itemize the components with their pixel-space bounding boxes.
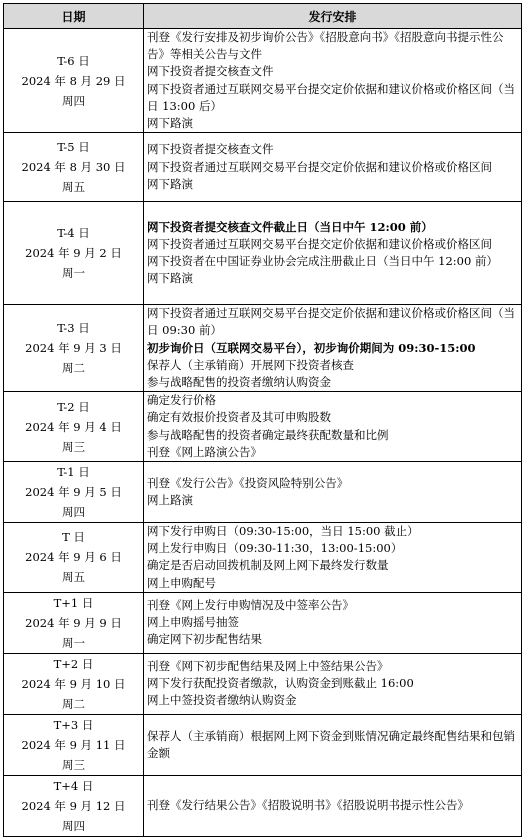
arrangement-item: 刊登《发行安排及初步询价公告》《招股意向书》《招股意向书提示性公告》等相关公告与文件 <box>147 30 504 62</box>
day-label: T-2 日 <box>57 399 90 414</box>
calendar-date: 2024 年 9 月 6 日 <box>25 550 122 565</box>
day-label: T+4 日 <box>53 778 94 793</box>
table-row <box>4 523 522 593</box>
schedule-container <box>3 3 522 837</box>
arrangement-cell <box>144 392 522 462</box>
arrangement-item: 网下路演 <box>147 271 193 286</box>
arrangement-cell <box>144 653 522 714</box>
date-column-header: 日期 <box>4 4 144 29</box>
calendar-date: 2024 年 9 月 2 日 <box>25 246 122 261</box>
calendar-date: 2024 年 9 月 3 日 <box>25 341 122 356</box>
date-cell <box>4 133 144 202</box>
day-label: T+1 日 <box>53 595 94 610</box>
arrangement-item: 网下投资者通过互联网交易平台提交定价依据和建议价格或价格区间 <box>147 159 492 174</box>
arrangement-item: 网上申购配号 <box>147 575 216 590</box>
date-cell <box>4 714 144 775</box>
arrangement-cell <box>144 775 522 836</box>
arrangement-item: 参与战略配售的投资者缴纳认购资金 <box>147 375 331 390</box>
date-cell <box>4 305 144 392</box>
arrangement-cell <box>144 714 522 775</box>
issuance-schedule-table <box>3 3 522 837</box>
calendar-date: 2024 年 9 月 4 日 <box>25 419 122 434</box>
arrangement-item: 刊登《发行结果公告》《招股说明书》《招股说明书提示性公告》 <box>147 798 469 813</box>
arrangement-cell <box>144 592 522 653</box>
date-cell <box>4 592 144 653</box>
arrangement-item: 网下投资者通过互联网交易平台提交定价依据和建议价格或价格区间（当日 09:30 前） <box>147 306 515 338</box>
arrangement-item: 网下发行获配投资者缴款，认购资金到账截止 16:00 <box>147 676 414 691</box>
arrangement-item: 网上中签投资者缴纳认购资金 <box>147 693 297 708</box>
date-cell <box>4 653 144 714</box>
weekday-label: 周四 <box>62 505 85 520</box>
calendar-date: 2024 年 9 月 9 日 <box>25 615 122 630</box>
arrangement-item: 网下投资者通过互联网交易平台提交定价依据和建议价格或价格区间 <box>147 237 492 252</box>
arrangement-item: 网下投资者通过互联网交易平台提交定价依据和建议价格或价格区间（当日 13:00 后） <box>147 81 515 113</box>
day-label: T-6 日 <box>57 53 90 68</box>
calendar-date: 2024 年 9 月 11 日 <box>21 737 126 752</box>
calendar-date: 2024 年 9 月 12 日 <box>21 798 126 813</box>
day-label: T-3 日 <box>57 321 90 336</box>
table-header-row <box>4 4 522 29</box>
day-label: T+3 日 <box>53 717 94 732</box>
date-cell <box>4 392 144 462</box>
day-label: T-5 日 <box>57 140 90 155</box>
arrangement-item: 保荐人（主承销商）根据网上网下资金到账情况确定最终配售结果和包销金额 <box>147 728 515 760</box>
day-label: T+2 日 <box>53 656 94 671</box>
arrangement-cell <box>144 202 522 305</box>
weekday-label: 周五 <box>62 570 85 585</box>
arrangement-cell <box>144 305 522 392</box>
arrangement-item: 网上申购摇号抽签 <box>147 615 239 630</box>
arrangement-item: 确定发行价格 <box>147 393 216 408</box>
day-label: T-1 日 <box>57 465 90 480</box>
weekday-label: 周四 <box>62 818 85 833</box>
arrangement-cell <box>144 29 522 133</box>
arrangement-item: 网下投资者提交核查文件 <box>147 64 274 79</box>
arrangement-item: 刊登《网上发行申购情况及中签率公告》 <box>147 598 354 613</box>
table-row <box>4 29 522 133</box>
table-row <box>4 592 522 653</box>
arrangement-item: 网下路演 <box>147 176 193 191</box>
arrangement-item: 刊登《网下初步配售结果及网上中签结果公告》 <box>147 659 389 674</box>
weekday-label: 周二 <box>62 696 85 711</box>
arrangement-item: 刊登《网上路演公告》 <box>147 444 262 459</box>
table-body <box>4 29 522 837</box>
day-label: T-4 日 <box>57 226 90 241</box>
table-row <box>4 202 522 305</box>
arrangement-item: 网上路演 <box>147 493 193 508</box>
weekday-label: 周三 <box>62 439 85 454</box>
arrangement-cell <box>144 133 522 202</box>
calendar-date: 2024 年 8 月 29 日 <box>21 73 126 88</box>
arrangement-item: 确定是否启动回拨机制及网上网下最终发行数量 <box>147 558 389 573</box>
weekday-label: 周三 <box>62 757 85 772</box>
arrangement-cell <box>144 462 522 523</box>
arrangement-cell <box>144 523 522 593</box>
table-row <box>4 392 522 462</box>
arrangement-item: 参与战略配售的投资者确定最终获配数量和比例 <box>147 427 389 442</box>
arrangement-item: 刊登《发行公告》《投资风险特别公告》 <box>147 475 349 490</box>
date-cell <box>4 775 144 836</box>
table-row <box>4 462 522 523</box>
calendar-date: 2024 年 9 月 10 日 <box>21 676 126 691</box>
arrangement-item-emphasis: 初步询价日（互联网交易平台），初步询价期间为 09:30-15:00 <box>147 340 476 355</box>
weekday-label: 周五 <box>62 180 85 195</box>
arrangement-item-emphasis: 网下投资者提交核查文件截止日（当日中午 12:00 前） <box>147 219 433 234</box>
weekday-label: 周二 <box>62 361 85 376</box>
arrangement-item: 网上发行申购日（09:30-11:30，13:00-15:00） <box>147 541 403 556</box>
date-cell <box>4 523 144 593</box>
arrangement-item: 确定有效报价投资者及其可申购股数 <box>147 410 331 425</box>
arrangement-item: 网下发行申购日（09:30-15:00，当日 15:00 截止） <box>147 524 419 539</box>
table-row <box>4 714 522 775</box>
arrangement-item: 保荐人（主承销商）开展网下投资者核查 <box>147 357 354 372</box>
date-cell <box>4 462 144 523</box>
weekday-label: 周一 <box>62 635 85 650</box>
table-row <box>4 305 522 392</box>
calendar-date: 2024 年 8 月 30 日 <box>21 160 126 175</box>
arrangement-item: 网下路演 <box>147 116 193 131</box>
arrangement-column-header: 发行安排 <box>144 4 522 29</box>
weekday-label: 周一 <box>62 266 85 281</box>
arrangement-item: 确定网下初步配售结果 <box>147 632 262 647</box>
calendar-date: 2024 年 9 月 5 日 <box>25 485 122 500</box>
date-cell <box>4 202 144 305</box>
table-row <box>4 653 522 714</box>
table-row <box>4 133 522 202</box>
arrangement-item: 网下投资者在中国证券业协会完成注册截止日（当日中午 12:00 前） <box>147 254 498 269</box>
date-cell <box>4 29 144 133</box>
day-label: T 日 <box>62 530 85 545</box>
arrangement-item: 网下投资者提交核查文件 <box>147 142 274 157</box>
weekday-label: 周四 <box>62 93 85 108</box>
table-row <box>4 775 522 836</box>
